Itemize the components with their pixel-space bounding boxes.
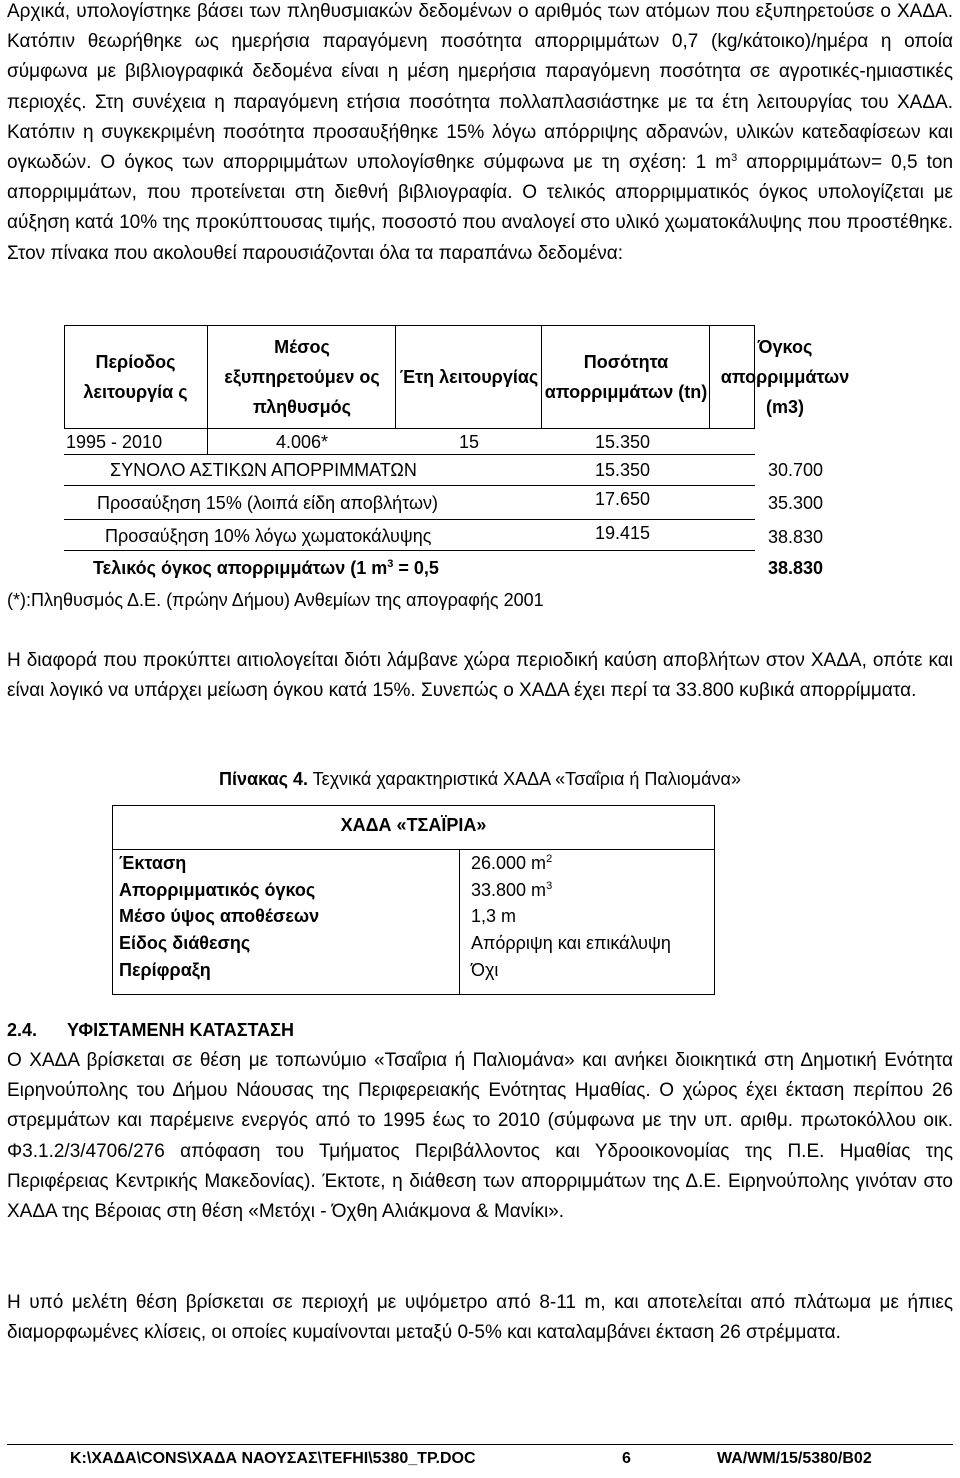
final-label-superscript: 3 — [387, 558, 394, 570]
row-fence-label: Περίφραξη — [119, 960, 211, 980]
table-caption-label: Πίνακας 4. — [219, 769, 308, 789]
increase15-label: Προσαύξηση 15% (λοιπά είδη αποβλήτων) — [97, 493, 439, 513]
final-volume: 38.830 — [768, 558, 824, 578]
table-caption — [0, 769, 960, 790]
row-disposal-value: Απόρριψη και επικάλυψη — [471, 933, 671, 953]
intro-superscript: 3 — [731, 152, 738, 165]
section-title: ΥΦΙΣΤΑΜΕΝΗ ΚΑΤΑΣΤΑΣΗ — [67, 1020, 294, 1040]
row-area-label: Έκταση — [119, 853, 187, 873]
terrain-paragraph: Η υπό μελέτη θέση βρίσκεται σε περιοχή με υψόμετρο από 8-11 m, και αποτελείται από πλάτωμα με ήπιες διαμορφωμένες κλίσεις, οι οποίες κυμαίνονται μεταξύ 0-5% και καταλαμβάνει έκταση 26 στρέμματα. — [7, 1292, 953, 1344]
footer-divider — [7, 1444, 953, 1445]
header-population: Μέσος εξυπηρετούμεν ος πληθυσμός — [224, 336, 380, 417]
row-volume-superscript: 3 — [546, 880, 553, 892]
row-disposal-label: Είδος διάθεσης — [119, 933, 251, 953]
increase10-volume: 38.830 — [768, 527, 824, 547]
row-fence-value: Όχι — [471, 960, 499, 980]
waste-quantity-table — [64, 325, 850, 585]
total-volume: 30.700 — [768, 460, 824, 480]
row-height-label: Μέσο ύψος αποθέσεων — [119, 906, 320, 926]
row-volume-label: Απορριμματικός όγκος — [119, 880, 316, 900]
intro-text: Αρχικά, υπολογίστηκε βάσει των πληθυσμιακών δεδομένων ο αριθμός των ατόμων που εξυπηρετούσε ο ΧΑΔΑ. Κατόπιν θεωρήθηκε ως ημερήσια παραγόμενη ποσότητα απορριμμάτων 0,7 (kg/κάτοικο)/ημέρα η οποία σύμφωνα με βιβλιογραφικά δεδομένα είναι η μέση ημερήσια παραγόμενη ποσότητα σε αγροτικές-ημιαστικές περιοχές. Στη συνέχεια η παραγόμενη ετήσια ποσότητα πολλαπλασιάστηκε με τα έτη λειτουργίας του ΧΑΔΑ. Κατόπιν η συγκεκριμένη ποσότητα προσαυξήθηκε 15% λόγω απόρριψης αδρανών, υλικών κατεδαφίσεων και ογκωδών. Ο όγκος των απορριμμάτων υπολογίσθηκε σύμφωνα με τη σχέση: 1 m — [7, 1, 953, 174]
table-footnote: (*):Πληθυσμός Δ.Ε. (πρώην Δήμου) Ανθεμίων της απογραφής 2001 — [7, 590, 544, 610]
footer-page-number: 6 — [622, 1450, 631, 1467]
increase15-volume: 35.300 — [768, 493, 824, 513]
row-area-value-text: 26.000 m — [471, 853, 547, 873]
row-height-value: 1,3 m — [471, 906, 517, 926]
increase10-quantity: 19.415 — [595, 523, 651, 543]
intro-text-rest: απορριμμάτων= 0,5 ton απορριμμάτων, που προτείνεται στη διεθνή βιβλιογραφία. Ο τελικός απορριμματικός όγκος υπολογίζεται με αύξηση κατά 10% της προκύπτουσας τιμής, ποσοστό που αναλογεί στο υλικό χωματοκάλυψης που προστέθηκε. Στον πίνακα που ακολουθεί παρουσιάζονται όλα τα παραπάνω δεδομένα: — [7, 152, 954, 264]
final-label-rest: = 0,5 — [393, 558, 439, 578]
footer-code: WA/WM/15/5380/B02 — [717, 1450, 872, 1467]
row-area-superscript: 2 — [546, 853, 553, 865]
final-label — [93, 556, 439, 580]
total-quantity: 15.350 — [595, 460, 651, 480]
row1-period: 1995 - 2010 — [66, 432, 163, 452]
intro-paragraph — [7, 0, 953, 269]
increase15-quantity: 17.650 — [595, 489, 651, 509]
table-caption-text: Τεχνικά χαρακτηριστικά ΧΑΔΑ «Τσαΐρια ή Παλιομάνα» — [312, 769, 741, 789]
header-years: Έτη λειτουργίας — [399, 366, 539, 387]
section-number: 2.4. — [7, 1020, 38, 1040]
location-paragraph: Ο ΧΑΔΑ βρίσκεται σε θέση με τοπωνύμιο «Τσαΐρια ή Παλιομάνα» και ανήκει διοικητικά στη Δημοτική Ενότητα Ειρηνούπολης του Δήμου Νάουσας της Περιφερειακής Ενότητας Ημαθίας. Ο χώρος έχει έκταση περίπου 26 στρεμμάτων και παρέμεινε ενεργός από το 1995 έως το 2010 (σύμφωνα με την υπ. αριθμ. πρωτοκόλλου οικ. Φ3.1.2/3/4706/276 απόφαση του Τμήματος Περιβάλλοντος και Υδροοικονομίας της Π.Ε. Ημαθίας της Περιφέρειας Κεντρικής Μακεδονίας). Έκτοτε, η διάθεση των απορριμμάτων της Δ.Ε. Ειρηνούπολης γινόταν στο ΧΑΔΑ της Βέροιας στη θέση «Μετόχι - Όχθη Αλιάκμονα & Μανίκι». — [7, 1050, 953, 1223]
row1-years: 15 — [458, 432, 480, 452]
row-volume-value — [471, 880, 552, 901]
table2-title: ΧΑΔΑ «ΤΣΑΪΡΙΑ» — [340, 815, 487, 835]
header-quantity: Ποσότητα απορριμμάτων (tn) — [544, 351, 708, 402]
final-label-text: Τελικός όγκος απορριμμάτων (1 m — [93, 558, 388, 578]
row-area-value — [471, 853, 552, 874]
footer-path: K:\ΧΑΔΑ\CONS\ΧΑΔΑ ΝΑΟΥΣΑΣ\TEFHI\5380_TP.DOC — [70, 1450, 476, 1467]
row1-population: 4.006* — [275, 432, 329, 452]
header-volume: Όγκος απορριμμάτων (m3) — [720, 336, 850, 417]
header-period: Περίοδος λειτουργία ς — [83, 351, 188, 402]
section-heading — [7, 1020, 294, 1041]
row-volume-value-text: 33.800 m — [471, 880, 547, 900]
total-label: ΣΥΝΟΛΟ ΑΣΤΙΚΩΝ ΑΠΟΡΡΙΜΜΑΤΩΝ — [110, 460, 417, 480]
increase10-label: Προσαύξηση 10% λόγω χωματοκάλυψης — [105, 526, 432, 546]
difference-paragraph: Η διαφορά που προκύπτει αιτιολογείται διότι λάμβανε χώρα περιοδική καύση αποβλήτων στον ΧΑΔΑ, οπότε και είναι λογικό να υπάρχει μείωση όγκου κατά 15%. Συνεπώς ο ΧΑΔΑ έχει περί τα 33.800 κυβικά απορρίμματα. — [7, 650, 953, 702]
row1-quantity: 15.350 — [595, 432, 651, 452]
technical-characteristics-table — [112, 805, 715, 995]
